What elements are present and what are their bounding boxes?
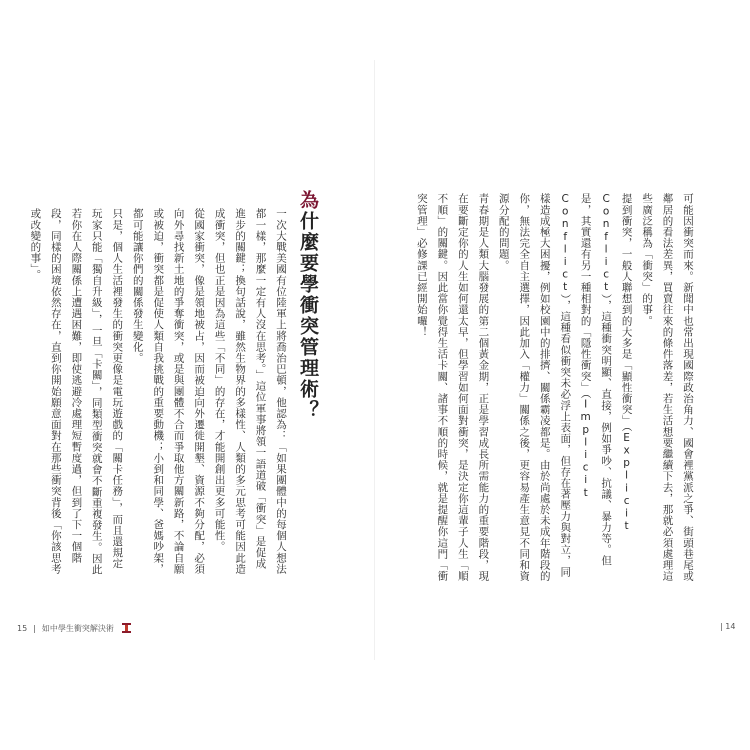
right-paragraph-2: 提到衝突，一般人聯想到的大多是「顯性衝突」（Explicit Conflict），這種衝突明顯、直接，例如爭吵、抗議、暴力等。但是，其實還有另一種相對的「隱性衝突」（Implicit Conflict），這種看似衝突未必浮上表面，但存在著壓力與對立，同樣造成極大困擾，例如校園中的排擠、關係霸凌都是。由於尚處於未成年階段的你，無法完全自主選擇，因此加入「權力」關係之後，更容易產生意見不同和資源分配的問題。 [497,193,633,582]
folio-separator-right: | [720,622,723,631]
right-body-text [415,193,698,585]
left-body-text [29,208,291,580]
left-paragraph-3: 只是，個人生活裡發生的衝突更像是電玩遊戲的「關卡任務」，而且還規定玩家只能「獨自升級」，一旦「卡關」，同類型衝突就會不斷重複發生。因此若你在人際關係上遭遇困難，即使逃避冷處理短暫度過，但到了下一個階段，同樣的困境依然存在，直到你開始願意面對在那些衝突背後「你該思考或改變的事」。 [29,208,124,575]
folio-separator: | [33,624,36,633]
left-paragraph-2: 從國家衝突，像是領地被占，因而被迫向外遷徙開墾、資源不夠分配，必須向外尋找新土地的爭奪衝突，或是與團體不合而爭取他方關新路，不論自願或被迫，衝突都是促使人類自我挑戰的重要動機；小到和同學、爸媽吵架，都可能讓你們的關係發生變化。 [131,208,206,575]
running-title: 如中學生衝突解決術 [41,624,114,633]
page-number-left: 15 [17,624,28,633]
right-paragraph-1: 可能因衝突而來。新聞中也常出現國際政治角力、國會裡黨派之爭、街頭巷尾或鄰居的看法差異，買賣往來的條件落差，若生活想要繼續下去，那就必須處理這些廣泛稱為「衝突」的事。 [641,193,694,582]
section-heading [295,190,322,490]
left-paragraph-1: 一次大戰美國有位陸軍上將喬治巴頓，他認為：「如果團體中的每個人想法都一樣，那麼一定有人沒在思考。」這位軍事將領一語道破「衝突」是促成進步的關鍵；換句話說，雖然生物界的多樣性、人類的多元思考可能因此造成衝突，但也正是因為這些「不同」的存在，才能開創出更多可能性。 [213,208,287,575]
right-page [375,0,750,750]
right-folio [720,622,735,631]
publisher-logo-icon [120,622,133,635]
page-number-right: 14 [725,622,736,631]
heading-accent-char: 為 [297,190,319,211]
right-paragraph-3: 青春期是人類大腦發展的第二個黃金期，正是學習成長所需能力的重要階段，現在要斷定你的人生如何還太早，但學習如何面對衝突，是決定你這輩子人生「順不順」的關鍵。因此當你覺得生活卡關、諸事不順的時候，就是提醒你這門「衝突管理」必修課已經開始囉！ [415,193,490,582]
left-folio [17,622,133,635]
heading-text: 什麼要學衝突管理術？ [297,211,319,421]
